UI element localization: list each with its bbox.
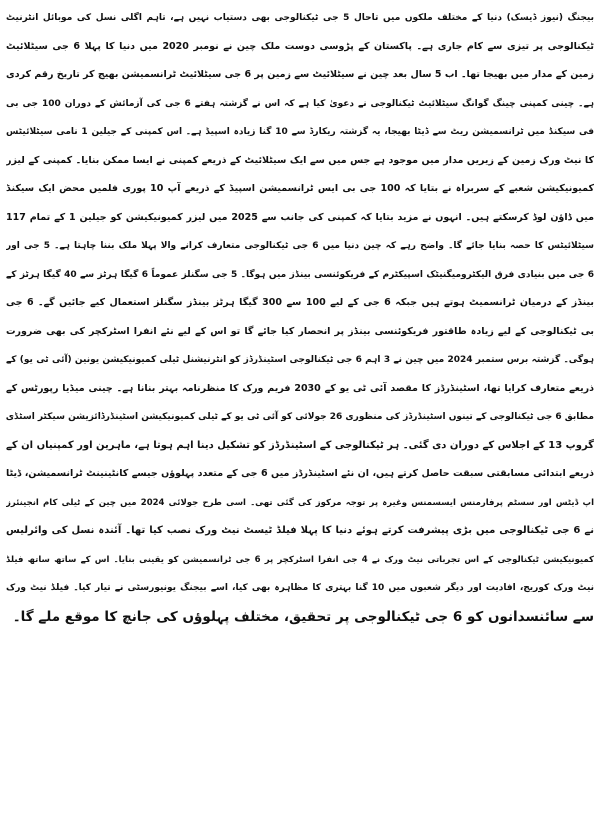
article-line-17: ذریعے ابتدائی مسابقتی سبقت حاصل کرتے ہیں، ان نئے اسٹینڈرڈز میں 6 جی کے متعدد پہلوؤں جیسے کانٹینینٹ ٹرانسمیشن، ڈیٹا: [6, 468, 594, 479]
article-line-19: نے 6 جی ٹیکنالوجی میں بڑی پیشرفت کرتے ہوئے دنیا کا پہلا فیلڈ ٹیسٹ نیٹ ورک نصب کیا تھا۔ آئندہ نسل کی وائرلیس: [6, 525, 594, 536]
article-line-9: سیٹلائیٹس کا حصہ بنایا جائے گا۔ واضح رہے کہ چین دنیا میں 6 جی ٹیکنالوجی متعارف کرانے والا پہلا ملک بننا چاہتا ہے۔ 5 جی اور: [6, 241, 594, 251]
article-line-15: مطابق 6 جی ٹیکنالوجی کے تینوں اسٹینڈرڈز کی منظوری 26 جولائی کو آئی ٹی یو کے ٹیلی کمیونیکیشن اسٹینڈرڈائزیشن سیکٹر اسٹڈی: [6, 412, 594, 422]
article-line-10: 6 جی میں بنیادی فرق الیکٹرومیگنیٹک اسپیکٹرم کے فریکوئنسی بینڈز میں ہوگا۔ 5 جی سگنلز عموماً 6 گیگا ہرٹز سے 40 گیگا ہرٹز کے: [6, 269, 594, 280]
article-line-11: بینڈز کے درمیان ٹرانسمیٹ ہوتے ہیں جبکہ 6 جی کے لیے 100 سے 300 گیگا ہرٹز بینڈز سگنلز استعمال کیے جائیں گے۔ 6 جی: [6, 297, 594, 308]
article-line-18: اپ ڈیٹس اور سسٹم پرفارمنس ایسسمنس وغیرہ پر توجہ مرکوز کی گئی تھی۔ اسی طرح جولائی 2024 میں چین کے ٹیلی کام انجینئرز: [6, 497, 594, 508]
article-line-2: ٹیکنالوجی پر تیزی سے کام جاری ہے۔ پاکستان کے پڑوسی دوست ملک چین نے نومبر 2020 میں دنیا کا پہلا 6 جی سیٹلائیٹ: [6, 40, 594, 52]
article-line-21: نیٹ ورک کوریج، افادیت اور دیگر شعبوں میں 10 گنا بہتری کا مظاہرہ بھی کیا، اسے بیجنگ یونیورسٹی نے تیار کیا۔ فیلڈ نیٹ ورک: [6, 583, 594, 593]
article-line-16: گروپ 13 کے اجلاس کے دوران دی گئی۔ ہر ٹیکنالوجی کے اسٹینڈرڈز کو تشکیل دینا اہم ہوتا ہے، ماہرین اور کمپنیاں ان کے: [6, 439, 594, 451]
article-line-7: کمیونیکیشن شعبے کے سربراہ نے بتایا کہ 100 جی بی ایس ٹرانسمیشن اسپیڈ کے ذریعے آپ 10 پوری فلمیں محض ایک سیکنڈ: [6, 183, 594, 194]
article-line-8: میں ڈاؤن لوڈ کرسکتے ہیں۔ انہوں نے مزید بتایا کہ کمپنی کی جانب سے 2025 میں لیزر کمیونیکیشن کو جیلین 1 کے تمام 117: [6, 211, 594, 223]
article-line-22: سے سائنسدانوں کو 6 جی ٹیکنالوجی پر تحقیق، مختلف پہلوؤں کی جانچ کا موقع ملے گا۔: [12, 608, 594, 625]
article-line-20: کمیونیکیشن ٹیکنالوجی کے اس تجرباتی نیٹ ورک نے 4 جی انفرا اسٹرکچر پر 6 جی ٹرانسمیشن کو یقینی بنایا۔ اس کے ساتھ ساتھ فیلڈ: [6, 554, 594, 565]
article-line-3: زمین کے مدار میں بھیجا تھا۔ اب 5 سال بعد چین نے سیٹلائیٹ سے زمین پر 6 جی سیٹلائیٹ ٹرانسمیشن بھیج کر تاریخ رقم کردی: [6, 69, 594, 80]
article-line-6: کا نیٹ ورک زمین کے زیریں مدار میں موجود ہے جس میں سے ایک سیٹلائیٹ کے ذریعے کمپنی نے ایسا ممکن بنایا۔ کمپنی کے لیزر: [6, 154, 594, 166]
article-line-4: ہے۔ چینی کمپنی چینگ گوانگ سیٹلائیٹ ٹیکنالوجی نے دعویٰ کیا ہے کہ اس نے گزشتہ ہفتے 6 جی کی آزمائش کے دوران 100 جی بی: [6, 98, 594, 109]
article-line-13: ہوگی۔ گزشتہ برس ستمبر 2024 میں چین نے 3 اہم 6 جی ٹیکنالوجی اسٹینڈرڈز کو انٹرنیشنل ٹیلی کمیونیکیشن یونین (آئی ٹی یو) کے: [6, 355, 594, 365]
article-line-14: ذریعے متعارف کرایا تھا، اسٹینڈرڈز کا مقصد آئی ٹی یو کے 2030 فریم ورک کا منظرنامہ بہتر بنانا ہے۔ چینی میڈیا رپورٹس کے: [6, 382, 594, 394]
article-line-1: بیجنگ (نیوز ڈیسک) دنیا کے مختلف ملکوں میں تاحال 5 جی ٹیکنالوجی بھی دستیاب نہیں ہے، تاہم اگلی نسل کی موبائل انٹرنیٹ: [6, 13, 594, 23]
article-line-12: بی ٹیکنالوجی کے لیے زیادہ طاقتور فریکوئنسی بینڈز پر انحصار کیا جائے گا تو اس کے لیے نئے انفرا اسٹرکچر کی بھی ضرورت: [6, 325, 594, 337]
article-line-5: فی سیکنڈ میں ٹرانسمیشن ریٹ سے ڈیٹا بھیجا، یہ گزشتہ ریکارڈ سے 10 گنا زیادہ اسپیڈ ہے۔ اس کمپنی کے جیلین 1 نامی سیٹلائیٹس: [6, 127, 594, 137]
